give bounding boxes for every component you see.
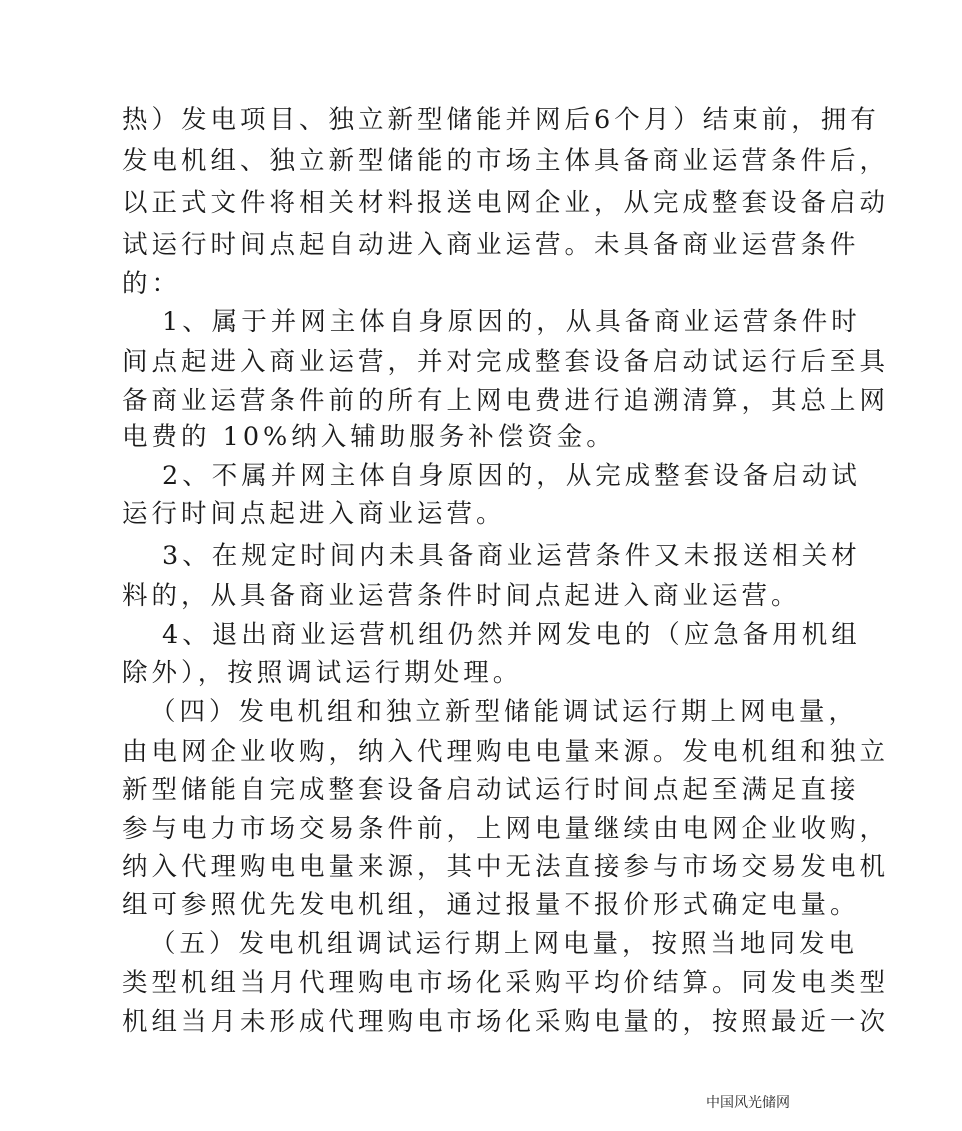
text-line-24: 机组当月未形成代理购电市场化采购电量的，按照最近一次 <box>122 1007 890 1037</box>
text-line-20: 纳入代理购电电量来源，其中无法直接参与市场交易发电机 <box>122 852 890 882</box>
text-line-19: 参与电力市场交易条件前，上网电量继续由电网企业收购， <box>122 814 890 844</box>
text-line-16: （四）发电机组和独立新型储能调试运行期上网电量， <box>150 697 859 727</box>
text-line-3: 以正式文件将相关材料报送电网企业，从完成整套设备启动 <box>122 188 890 218</box>
text-line-4: 试运行时间点起自动进入商业运营。未具备商业运营条件 <box>122 230 860 260</box>
text-line-2: 发电机组、独立新型储能的市场主体具备商业运营条件后， <box>122 146 890 176</box>
text-line-8: 备商业运营条件前的所有上网电费进行追溯清算，其总上网 <box>122 386 890 416</box>
text-line-18: 新型储能自完成整套设备启动试运行时间点起至满足直接 <box>122 775 860 805</box>
text-line-21: 组可参照优先发电机组，通过报量不报价形式确定电量。 <box>122 890 860 920</box>
text-line-14: 4、退出商业运营机组仍然并网发电的（应急备用机组 <box>162 620 861 650</box>
text-line-7: 间点起进入商业运营，并对完成整套设备启动试运行后至具 <box>122 347 890 377</box>
text-line-9: 电费的 10%纳入辅助服务补偿资金。 <box>122 422 616 452</box>
text-line-12: 3、在规定时间内未具备商业运营条件又未报送相关材 <box>162 541 861 571</box>
text-line-15: 除外），按照调试运行期处理。 <box>122 658 523 688</box>
text-line-5: 的： <box>122 269 182 299</box>
text-line-6: 1、属于并网主体自身原因的，从具备商业运营条件时 <box>162 307 861 337</box>
text-line-23: 类型机组当月代理购电市场化采购平均价结算。同发电类型 <box>122 968 890 998</box>
text-line-17: 由电网企业收购，纳入代理购电电量来源。发电机组和独立 <box>122 737 890 767</box>
text-line-22: （五）发电机组调试运行期上网电量，按照当地同发电 <box>150 929 859 959</box>
text-line-10: 2、不属并网主体自身原因的，从完成整套设备启动试 <box>162 461 861 491</box>
text-line-1: 热）发电项目、独立新型储能并网后6个月）结束前，拥有 <box>122 105 880 135</box>
site-watermark: 中国风光储网 <box>706 1095 790 1111</box>
text-line-11: 运行时间点起进入商业运营。 <box>122 499 506 529</box>
text-line-13: 料的，从具备商业运营条件时间点起进入商业运营。 <box>122 581 801 611</box>
